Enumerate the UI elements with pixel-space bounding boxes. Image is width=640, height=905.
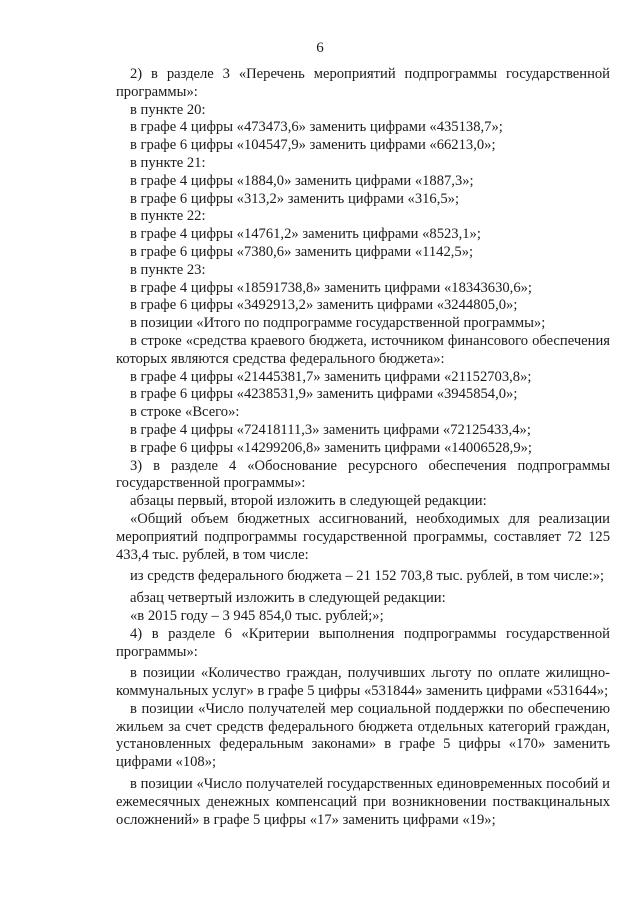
paragraph: в графе 6 цифры «14299206,8» заменить цифрами «14006528,9»;	[130, 439, 532, 456]
paragraph: в строке «средства краевого бюджета, источником финансового обеспечения которых являются средства федерального бюджета»:	[116, 332, 610, 367]
paragraph: в графе 6 цифры «104547,9» заменить цифрами «66213,0»;	[130, 137, 496, 154]
document-body	[116, 66, 610, 829]
paragraph: в пункте 20:	[130, 101, 206, 118]
paragraph: в графе 6 цифры «313,2» заменить цифрами «316,5»;	[130, 190, 460, 207]
paragraph: в графе 6 цифры «7380,6» заменить цифрами «1142,5»;	[130, 243, 474, 260]
paragraph: 2) в разделе 3 «Перечень мероприятий подпрограммы государственной программы»:	[116, 66, 610, 100]
paragraph: в графе 4 цифры «21445381,7» заменить цифрами «21152703,8»;	[130, 368, 532, 385]
paragraph: в графе 4 цифры «473473,6» заменить цифрами «435138,7»;	[130, 119, 503, 136]
paragraph: из средств федерального бюджета – 21 152 703,8 тыс. рублей, в том числе:»;	[130, 568, 605, 585]
paragraph: в графе 6 цифры «3492913,2» заменить цифрами «3244805,0»;	[130, 297, 518, 314]
paragraph: в пункте 21:	[130, 154, 206, 171]
paragraph: абзац четвертый изложить в следующей редакции:	[130, 590, 446, 607]
paragraph: в позиции «Число получателей государственных единовременных пособий и ежемесячных денежных компенсаций при возникновении поствакцинальных осложнений» в графе 5 цифры «17» заменить цифрами «19»;	[116, 776, 610, 828]
page-number: 6	[316, 40, 324, 56]
paragraph: абзацы первый, второй изложить в следующей редакции:	[130, 493, 487, 510]
paragraph: 3) в разделе 4 «Обоснование ресурсного обеспечения подпрограммы государственной программы»:	[116, 457, 610, 492]
paragraph: «в 2015 году – 3 945 854,0 тыс. рублей;»;	[130, 607, 384, 624]
paragraph: «Общий объем бюджетных ассигнований, необходимых для реализации мероприятий подпрограммы государственной программы, составляет 72 125 433,4 тыс. рублей, в том числе:	[116, 510, 610, 563]
paragraph: в позиции «Количество граждан, получивших льготу по оплате жилищно-коммунальных услуг» в графе 5 цифры «531844» заменить цифрами «531644»;	[116, 665, 610, 700]
paragraph: в графе 4 цифры «14761,2» заменить цифрами «8523,1»;	[130, 226, 481, 243]
paragraph: 4) в разделе 6 «Критерии выполнения подпрограммы государственной программы»:	[116, 625, 610, 660]
paragraph: в графе 6 цифры «4238531,9» заменить цифрами «3945854,0»;	[130, 386, 518, 403]
paragraph: в позиции «Итого по подпрограмме государственной программы»;	[130, 315, 546, 332]
paragraph: в графе 4 цифры «1884,0» заменить цифрами «1887,3»;	[130, 172, 474, 189]
paragraph: в пункте 22:	[130, 208, 206, 225]
paragraph: в графе 4 цифры «72418111,3» заменить цифрами «72125433,4»;	[130, 421, 531, 438]
paragraph: в пункте 23:	[130, 261, 206, 278]
paragraph: в строке «Всего»:	[130, 404, 240, 421]
paragraph: в позиции «Число получателей мер социальной поддержки по обеспечению жильем за счет средств федерального бюджета отдельных категорий граждан, установленных федеральным законами» в графе 5 цифры «170» заменить цифрами «108»;	[116, 700, 610, 771]
paragraph: в графе 4 цифры «18591738,8» заменить цифрами «18343630,6»;	[130, 279, 532, 296]
